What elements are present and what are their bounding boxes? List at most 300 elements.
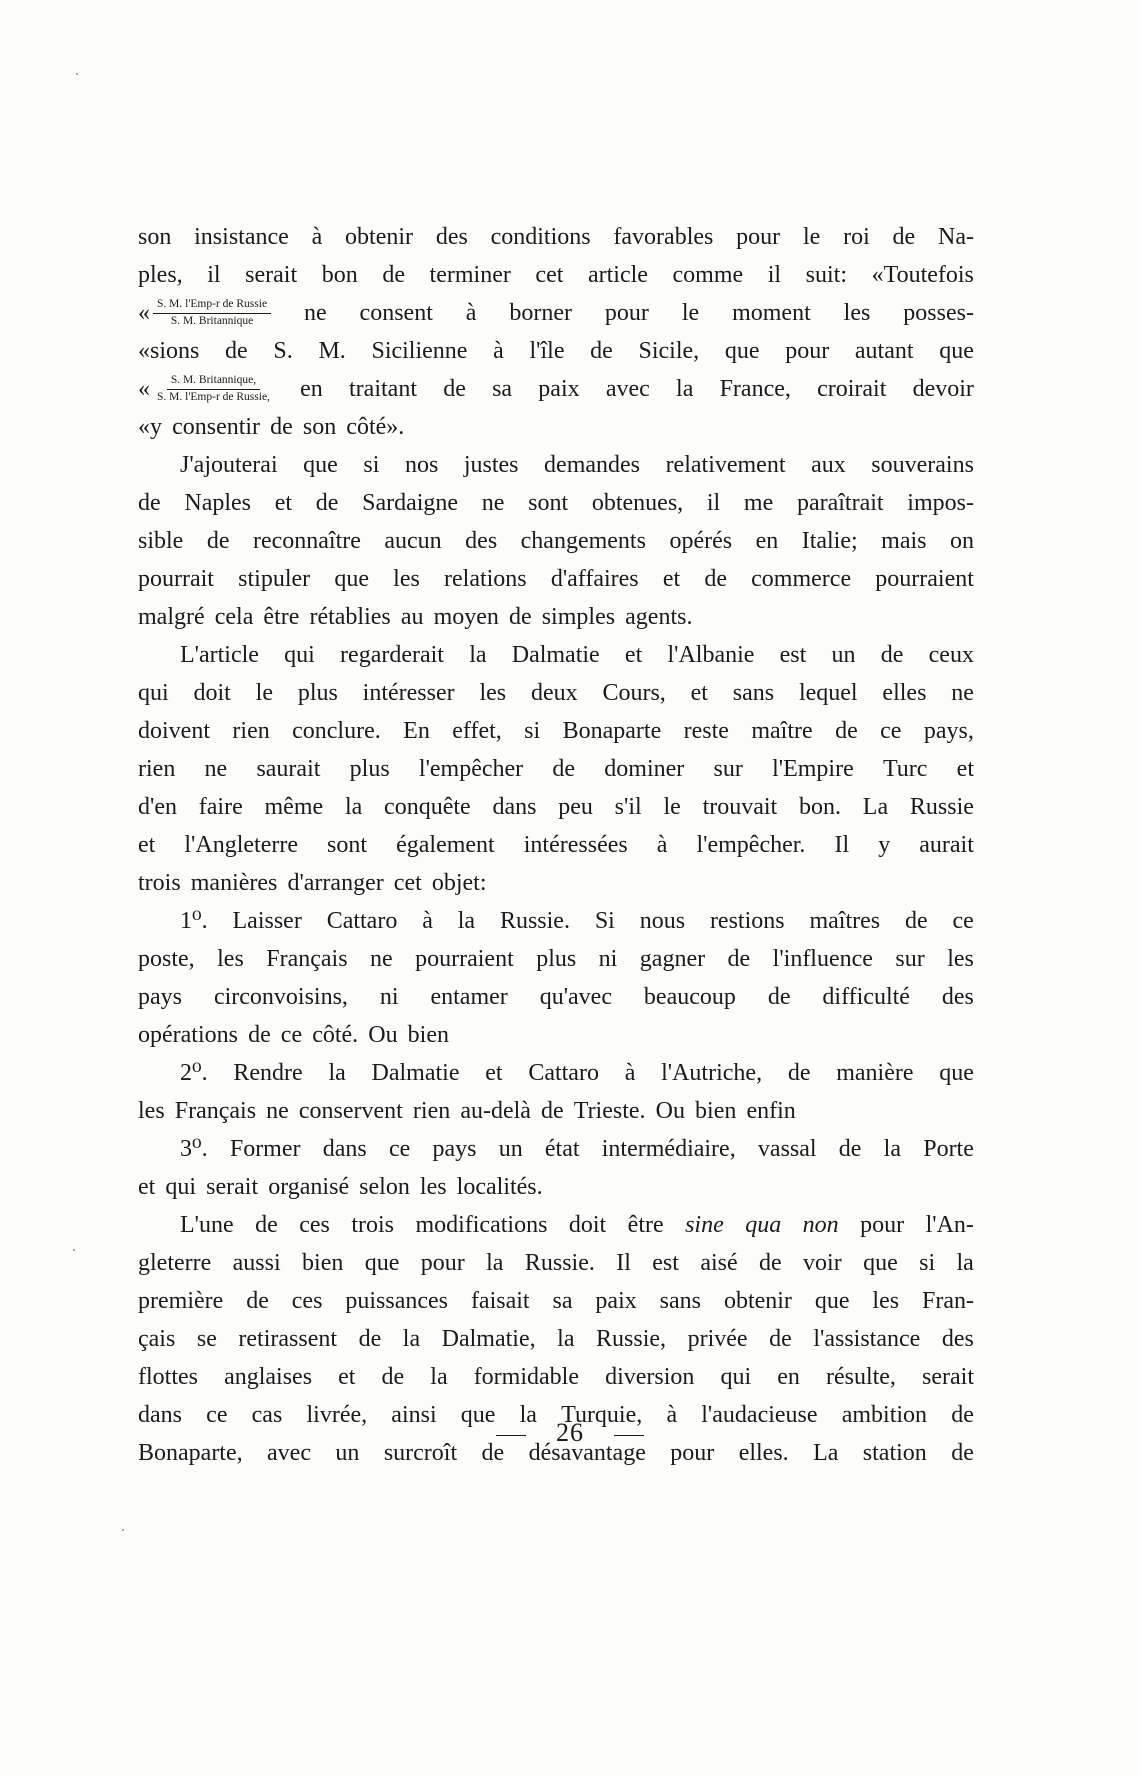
- text-line: [138, 1206, 974, 1244]
- word: ne: [951, 680, 974, 706]
- text-line: [138, 712, 974, 750]
- word: est: [779, 642, 807, 668]
- word: sans: [659, 1288, 702, 1314]
- word: de: [255, 1212, 278, 1238]
- word: l'Autriche,: [661, 1060, 763, 1086]
- word: de: [951, 1402, 974, 1428]
- word: que: [460, 1402, 496, 1428]
- word: également: [396, 832, 495, 858]
- word: serait: [922, 1364, 974, 1390]
- word: malgré: [138, 604, 205, 630]
- word: ces: [299, 1212, 330, 1238]
- word: aucun: [384, 528, 442, 554]
- page-footer: [0, 1418, 1140, 1448]
- word: des: [435, 224, 468, 250]
- fraction-numerator: S. M. l'Emp-r de Russie: [153, 299, 271, 314]
- word: l'Angleterre: [184, 832, 298, 858]
- word: Cattaro: [326, 908, 398, 934]
- word: Turc: [882, 756, 928, 782]
- word: si: [524, 718, 541, 744]
- word: maîtres: [809, 908, 881, 934]
- fraction-numerator: S. M. Britannique,: [167, 375, 260, 390]
- word: sible: [138, 528, 184, 554]
- word: l'empêcher: [418, 756, 524, 782]
- word: mais: [881, 528, 927, 554]
- word: à: [656, 832, 668, 858]
- word: que: [863, 1250, 898, 1276]
- word: manières: [190, 870, 278, 896]
- word: rien: [232, 718, 270, 744]
- word: simples: [541, 604, 616, 630]
- word: selon: [359, 1174, 410, 1200]
- word: Ou: [655, 1098, 685, 1124]
- word: Turquie,: [561, 1402, 643, 1428]
- word: ni: [379, 984, 399, 1010]
- word: bien: [302, 1250, 344, 1276]
- word: les: [872, 1288, 900, 1314]
- word: elles: [882, 680, 927, 706]
- word: pour: [670, 1440, 715, 1466]
- word: «y: [138, 414, 162, 440]
- word: de: [787, 1060, 811, 1086]
- word: que: [364, 1250, 400, 1276]
- word: 1⁰.: [180, 908, 208, 934]
- word: surcroît: [383, 1440, 458, 1466]
- word: Bonaparte: [562, 718, 662, 744]
- text-line: [138, 1320, 974, 1358]
- word: de: [315, 490, 339, 516]
- word: de: [481, 1440, 505, 1466]
- word: sur: [713, 756, 743, 782]
- word: pourraient: [415, 946, 514, 972]
- word: bon.: [799, 794, 841, 820]
- word: ne: [204, 756, 228, 782]
- word: Former: [229, 1136, 301, 1162]
- word: devoir: [912, 376, 974, 402]
- word: le: [255, 680, 273, 706]
- text-line: [138, 1168, 974, 1206]
- word: plus: [297, 680, 338, 706]
- word: retirassent: [238, 1326, 338, 1352]
- word: roi: [843, 224, 870, 250]
- word: pour: [785, 338, 830, 364]
- text-line: [138, 750, 974, 788]
- word: aux: [811, 452, 846, 478]
- word: la: [956, 1250, 974, 1276]
- word: commerce: [751, 566, 852, 592]
- word: cet: [393, 870, 422, 896]
- word: d'affaires: [550, 566, 639, 592]
- word: de: [838, 1136, 862, 1162]
- word: Rendre: [233, 1060, 303, 1086]
- word: de: [552, 756, 576, 782]
- word: un: [335, 1440, 360, 1466]
- word: cas: [251, 1402, 283, 1428]
- word: croirait: [817, 376, 887, 402]
- word: serait: [206, 1174, 259, 1200]
- word: Italie;: [801, 528, 858, 554]
- word: en: [300, 376, 323, 402]
- word: conquête: [384, 794, 471, 820]
- word: 2⁰.: [180, 1060, 208, 1086]
- word: paix: [538, 376, 580, 402]
- word: ni: [598, 946, 618, 972]
- word: de: [541, 1098, 564, 1124]
- word: de: [138, 490, 161, 516]
- footer-dash-left: [496, 1435, 526, 1436]
- word: avec: [605, 376, 650, 402]
- word: station: [862, 1440, 927, 1466]
- word: conclure.: [292, 718, 381, 744]
- word: à: [624, 1060, 636, 1086]
- word: elles.: [738, 1440, 789, 1466]
- word: formidable: [473, 1364, 579, 1390]
- word: l'empêcher.: [696, 832, 806, 858]
- word: beaucoup: [643, 984, 736, 1010]
- text-line: [138, 408, 974, 446]
- word: sa: [492, 376, 513, 402]
- word: non: [802, 1212, 839, 1238]
- body-text: [138, 218, 974, 1472]
- word: cela: [214, 604, 254, 630]
- word: La: [862, 794, 889, 820]
- word: Dalmatie,: [441, 1326, 536, 1352]
- word: la: [469, 642, 487, 668]
- word: M.: [318, 338, 346, 364]
- word: moment: [732, 300, 811, 326]
- word: rien: [138, 756, 176, 782]
- scan-speck: [122, 1529, 124, 1531]
- text-line: [138, 1016, 974, 1054]
- word: au-delà: [460, 1098, 531, 1124]
- word: trois: [351, 1212, 394, 1238]
- word: deux: [530, 680, 578, 706]
- word: que: [334, 566, 369, 592]
- word: de: [248, 1022, 271, 1048]
- word: de: [225, 338, 248, 364]
- word: les: [947, 946, 974, 972]
- word: que: [724, 338, 760, 364]
- page-number: 26: [556, 1418, 584, 1447]
- word: d'arranger: [287, 870, 384, 896]
- fraction-denominator: S. M. l'Emp-r de Russie,: [157, 390, 270, 403]
- word: à: [422, 908, 433, 934]
- word: et: [956, 756, 974, 782]
- text-line: [138, 1282, 974, 1320]
- word: suit:: [805, 262, 847, 288]
- word: ce: [280, 1022, 303, 1048]
- word: les: [843, 300, 871, 326]
- word: changements: [520, 528, 646, 554]
- word: moyen: [433, 604, 499, 630]
- stacked-fraction: [153, 375, 274, 403]
- word: entamer: [430, 984, 508, 1010]
- word: regarderait: [340, 642, 444, 668]
- word: la: [328, 1060, 346, 1086]
- word: pour: [604, 300, 649, 326]
- word: d'en: [138, 794, 177, 820]
- word: conservent: [298, 1098, 403, 1124]
- word: de: [769, 1326, 792, 1352]
- word: modifications: [415, 1212, 548, 1238]
- word: organisé: [268, 1174, 350, 1200]
- word: agents.: [625, 604, 693, 630]
- word: il: [207, 262, 221, 288]
- word: et: [338, 1364, 356, 1390]
- word: Cattaro: [528, 1060, 599, 1086]
- word: qui: [284, 642, 315, 668]
- word: il: [767, 262, 782, 288]
- word: sont: [327, 832, 368, 858]
- word: intéresser: [362, 680, 455, 706]
- word: stipuler: [238, 566, 311, 592]
- word: nous: [639, 908, 686, 934]
- word: le: [663, 794, 681, 820]
- word: livrée,: [306, 1402, 368, 1428]
- word: un: [498, 1136, 523, 1162]
- word: saurait: [256, 756, 321, 782]
- word: l'île: [529, 338, 565, 364]
- word: pourrait: [138, 566, 214, 592]
- word: L'article: [180, 642, 259, 668]
- word: çais: [138, 1326, 176, 1352]
- word: qu'avec: [539, 984, 612, 1010]
- word: conditions: [490, 224, 591, 250]
- word: que: [939, 338, 974, 364]
- word: ce: [952, 908, 974, 934]
- word: de: [358, 1326, 382, 1352]
- word: sa: [552, 1288, 573, 1314]
- word: justes: [463, 452, 519, 478]
- word: Français: [266, 946, 348, 972]
- word: y: [878, 832, 891, 858]
- word: pays: [138, 984, 182, 1010]
- word: pour: [860, 1212, 905, 1238]
- text-line: [138, 598, 974, 636]
- word: désavantage: [528, 1440, 646, 1466]
- word: même: [264, 794, 324, 820]
- word: obtenues,: [591, 490, 684, 516]
- word: ambition: [841, 1402, 928, 1428]
- word: la: [519, 1402, 537, 1428]
- word: qui: [165, 1174, 197, 1200]
- word: et: [138, 1174, 156, 1200]
- word: Sicile,: [638, 338, 700, 364]
- word: paraîtrait: [796, 490, 884, 516]
- quote-mark: «: [138, 300, 150, 326]
- text-line: [138, 370, 974, 408]
- word: et: [138, 832, 156, 858]
- word: Russie: [909, 794, 974, 820]
- word: doit: [193, 680, 231, 706]
- fraction-group: [138, 370, 274, 408]
- word: la: [402, 1326, 421, 1352]
- word: rien: [412, 1098, 451, 1124]
- word: me: [743, 490, 774, 516]
- word: relativement: [665, 452, 786, 478]
- word: traitant: [349, 376, 417, 402]
- word: intermédiaire,: [601, 1136, 736, 1162]
- word: «Toutefois: [871, 262, 974, 288]
- word: localités.: [456, 1174, 543, 1200]
- text-line: [138, 1244, 974, 1282]
- word: et: [274, 490, 293, 516]
- word: qui: [720, 1364, 752, 1390]
- word: Russie,: [596, 1326, 667, 1352]
- word: la: [430, 1364, 448, 1390]
- word: Naples: [184, 490, 252, 516]
- word: obtenir: [345, 224, 414, 250]
- text-line: [138, 446, 974, 484]
- word: plus: [349, 756, 390, 782]
- word: de: [443, 376, 466, 402]
- word: Il: [834, 832, 850, 858]
- word: est: [652, 1250, 679, 1276]
- word: gleterre: [138, 1250, 212, 1276]
- word: de: [206, 528, 230, 554]
- word: de: [590, 338, 613, 364]
- word: Sicilienne: [371, 338, 468, 364]
- word: ples,: [138, 262, 183, 288]
- word: se: [196, 1326, 217, 1352]
- word: de: [246, 1288, 269, 1314]
- word: de: [951, 1440, 974, 1466]
- word: ne: [370, 946, 393, 972]
- word: ce: [880, 718, 902, 744]
- word: au: [400, 604, 424, 630]
- word: restions: [709, 908, 785, 934]
- word: aisé: [700, 1250, 738, 1276]
- word: côté».: [346, 414, 405, 440]
- word: souverains: [871, 452, 974, 478]
- text-line: [138, 636, 974, 674]
- word: la: [676, 376, 694, 402]
- word: Russie.: [499, 908, 570, 934]
- text-line: [138, 1130, 974, 1168]
- word: de: [880, 642, 904, 668]
- word: obtenir: [723, 1288, 792, 1314]
- word: résulte,: [825, 1364, 896, 1390]
- word: s'il: [614, 794, 642, 820]
- word: et: [662, 566, 681, 592]
- word: gagner: [639, 946, 706, 972]
- word: Russie.: [524, 1250, 595, 1276]
- footer-dash-right: [614, 1435, 644, 1436]
- word: bien: [407, 1022, 449, 1048]
- word: ceux: [928, 642, 974, 668]
- word: dans: [138, 1402, 182, 1428]
- word: nos: [404, 452, 439, 478]
- word: il: [706, 490, 721, 516]
- word: première: [138, 1288, 224, 1314]
- word: ainsi: [391, 1402, 437, 1428]
- word: ne: [303, 300, 327, 326]
- word: de: [704, 566, 727, 592]
- word: on: [949, 528, 974, 554]
- word: ces: [291, 1288, 323, 1314]
- word: plus: [536, 946, 577, 972]
- word: opérés: [669, 528, 733, 554]
- word: favorables: [613, 224, 714, 250]
- word: Fran-: [922, 1288, 974, 1314]
- scan-speck: [73, 1249, 75, 1251]
- word: cet: [535, 262, 564, 288]
- word: Na-: [938, 224, 974, 250]
- word: à: [465, 300, 477, 326]
- word: son: [138, 224, 172, 250]
- word: les: [419, 1174, 447, 1200]
- word: puissances: [345, 1288, 449, 1314]
- word: l'assistance: [813, 1326, 921, 1352]
- word: 3⁰.: [180, 1136, 208, 1162]
- stacked-fraction: [153, 299, 271, 327]
- word: peu: [558, 794, 593, 820]
- word: consent: [359, 300, 433, 326]
- word: des: [465, 528, 498, 554]
- word: L'une: [180, 1212, 234, 1238]
- word: de: [508, 604, 532, 630]
- word: Si: [594, 908, 615, 934]
- word: doivent: [138, 718, 210, 744]
- word: son: [302, 414, 337, 440]
- word: Bonaparte,: [138, 1440, 243, 1466]
- word: En: [403, 718, 430, 744]
- word: la: [344, 794, 363, 820]
- text-line: [138, 864, 974, 902]
- scan-speck: [76, 73, 78, 75]
- word: de: [905, 908, 928, 934]
- word: de: [381, 1364, 405, 1390]
- word: que: [939, 1060, 974, 1086]
- text-line: [138, 218, 974, 256]
- text-line: [138, 1358, 974, 1396]
- word: intéressées: [523, 832, 628, 858]
- word: maître: [751, 718, 813, 744]
- word: voir: [803, 1250, 842, 1276]
- word: ce: [388, 1136, 411, 1162]
- word: consentir: [172, 414, 261, 440]
- word: France,: [719, 376, 791, 402]
- word: ne: [481, 490, 505, 516]
- word: diversion: [605, 1364, 695, 1390]
- word: l'An-: [925, 1212, 974, 1238]
- word: de: [892, 224, 916, 250]
- word: dominer: [604, 756, 685, 782]
- word: l'audacieuse: [701, 1402, 818, 1428]
- word: de: [767, 984, 791, 1010]
- word: comme: [672, 262, 744, 288]
- word: pour: [420, 1250, 465, 1276]
- word: que: [814, 1288, 850, 1314]
- text-line: [138, 560, 974, 598]
- word: la: [486, 1250, 504, 1276]
- word: Il: [616, 1250, 631, 1276]
- word: enfin: [746, 1098, 796, 1124]
- word: anglaises: [224, 1364, 313, 1390]
- word: bon: [321, 262, 358, 288]
- word: Porte: [923, 1136, 974, 1162]
- word: insistance: [194, 224, 289, 250]
- word: qui: [138, 680, 169, 706]
- word: de: [835, 718, 858, 744]
- word: les: [393, 566, 420, 592]
- word: posses-: [903, 300, 974, 326]
- text-line: [138, 484, 974, 522]
- word: l'Albanie: [667, 642, 755, 668]
- word: si: [919, 1250, 936, 1276]
- word: flottes: [138, 1364, 198, 1390]
- word: poste,: [138, 946, 195, 972]
